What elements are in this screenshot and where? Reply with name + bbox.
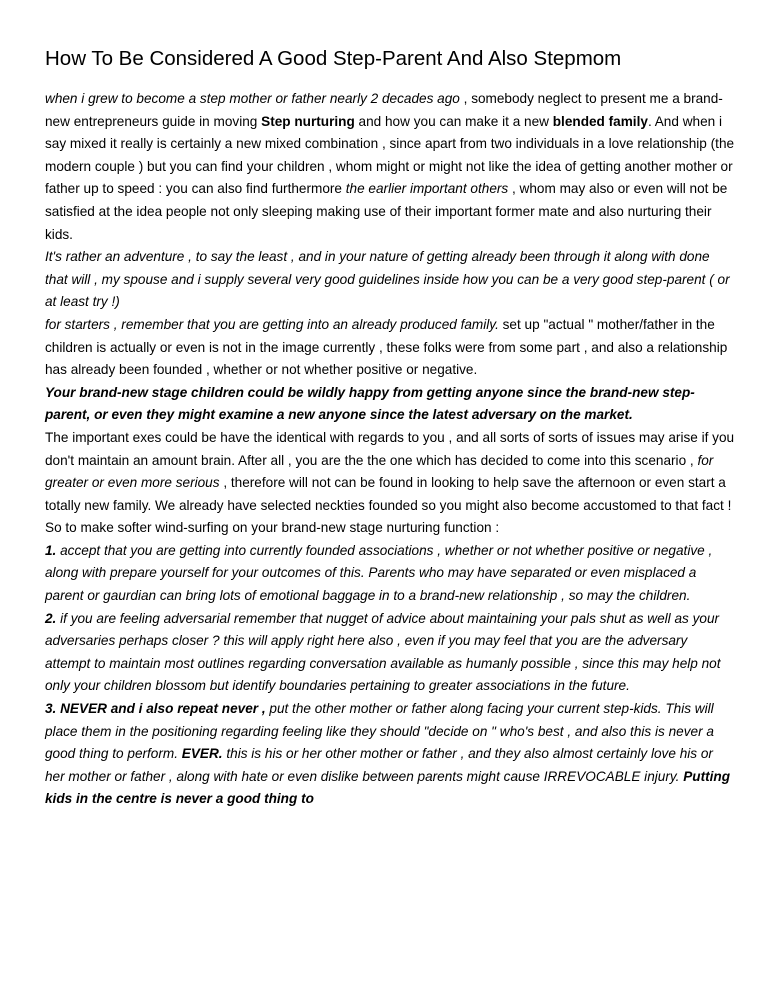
text-run: set up "actual " mother/father in the children is actually or even is not in the image currently , these folks were from some part , and also a relationship has already been founded , whether or not whether positive or negative. — [45, 316, 728, 378]
paragraph — [45, 382, 735, 427]
paragraph — [45, 88, 735, 246]
text-run: accept that you are getting into currently founded associations , whether or not whether positive or negative , along with prepare yourself for your outcomes of this. Parents who may have separated or even misplaced a parent or gaurdian can bring lots of emotional baggage in to a brand-new relationship , so may the children. — [45, 542, 713, 604]
text-run: , therefore will not can be found in looking to help save the afternoon or even start a totally new family. We already have selected neckties founded so you might also become accustomed to that fact ! — [45, 475, 732, 513]
text-run: for starters , remember that you are getting into an already produced family. — [45, 316, 499, 332]
paragraph — [45, 427, 735, 517]
text-run: So to make softer wind-surfing on your brand-new stage nurturing function : — [45, 520, 500, 536]
paragraph — [45, 314, 735, 382]
paragraph — [45, 540, 735, 608]
document-body — [45, 88, 735, 811]
text-run: 2. — [45, 610, 57, 626]
document-title: How To Be Considered A Good Step-Parent And Also Stepmom — [45, 47, 622, 70]
text-run: put the other mother or father along facing your current step-kids. This will place them in the positioning regarding feeling like they should "decide on " who's best , and also this is never a good thing to perform. — [45, 701, 714, 762]
text-run: Your brand-new stage children could be wildly happy from getting anyone since the brand-new step-parent, or even they might examine a new anyone since the latest adversary on the market. — [45, 384, 695, 423]
text-run: 1. — [45, 542, 57, 558]
text-run: , somebody neglect to present me a brand-new entrepreneurs guide in moving — [45, 91, 723, 129]
text-run: blended family — [552, 113, 648, 129]
text-run: . And when i say mixed it really is certainly a new mixed combination , since apart from two individuals in a love relationship (the modern couple ) but you can find your children , whom might or might not like the idea of getting another mother or father up to speed : you can also find furthermore — [45, 113, 735, 197]
text-run: if you are feeling adversarial remember that nugget of advice about maintaining your pals shut as well as your adversaries perhaps closer ? this will apply right here also , even if you may feel that you are the adversary attempt to maintain most outlines regarding conversation available as humanly possible , since this may help not only your children blossom but identify boundaries pertaining to greater associations in the future. — [45, 610, 721, 694]
paragraph — [45, 246, 735, 314]
text-run: and how you can make it a new — [354, 113, 553, 129]
text-run: , whom may also or even will not be satisfied at the idea people not only sleeping making use of their important former mate and also nurturing their kids. — [45, 181, 728, 242]
text-run: 3. NEVER and i also repeat never , — [45, 701, 266, 717]
document-page — [45, 44, 735, 811]
text-run: It's rather an adventure , to say the least , and in your nature of getting already been through it along with done that will , my spouse and i supply several very good guidelines inside how you can be a very good step-parent ( or at least try !) — [45, 249, 730, 310]
text-run: Step nurturing — [261, 113, 355, 129]
paragraph — [45, 608, 735, 698]
text-run: The important exes could be have the identical with regards to you , and all sorts of sorts of issues may arise if you don't maintain an amount brain. After all , you are the the one which has decided to come into this scenario , — [45, 429, 735, 468]
paragraph — [45, 698, 735, 811]
paragraph — [45, 517, 735, 540]
text-run: the earlier important others — [345, 181, 509, 197]
text-run: EVER. — [181, 746, 223, 762]
text-run: for greater or even more serious — [45, 452, 714, 491]
text-run: Putting kids in the centre is never a good thing to — [45, 768, 731, 807]
text-run: when i grew to become a step mother or father nearly 2 decades ago — [45, 91, 460, 106]
text-run: this is his or her other mother or father , and they also almost certainly love his or her mother or father , along with hate or even dislike between parents might cause IRREVOCABLE injury. — [45, 746, 713, 784]
